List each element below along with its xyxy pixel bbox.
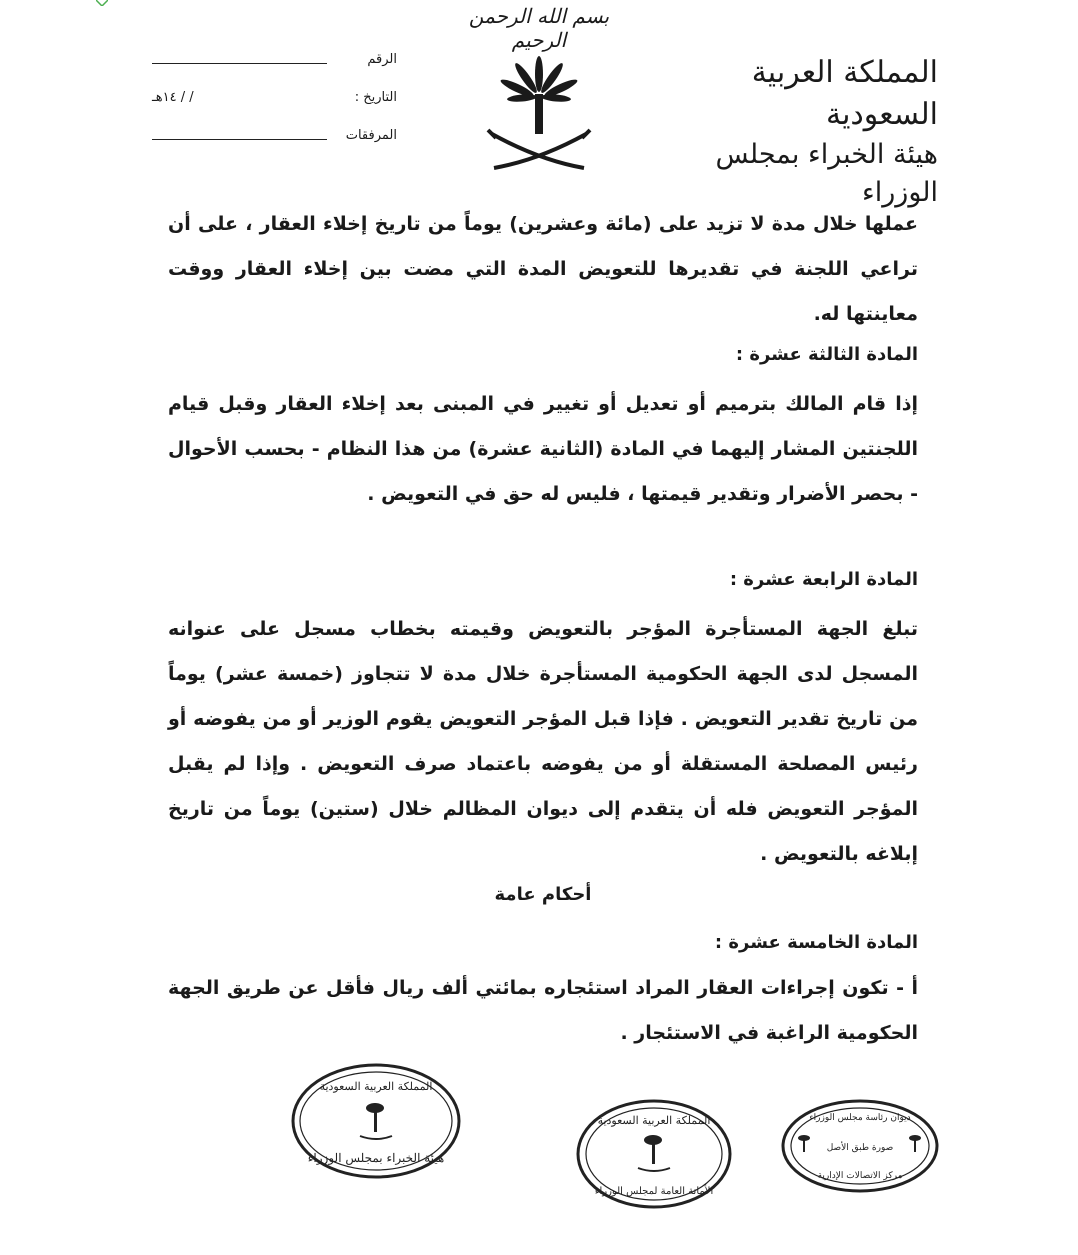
- corner-mark: [96, 0, 108, 6]
- article-15-item-a: أ - تكون إجراءات العقار المراد استئجاره بمائتي ألف ريال فأقل عن طريق الجهة الحكومية الراغبة في الاستئجار .: [168, 977, 918, 1044]
- stamp-middle-top: المملكة العربية السعودية: [597, 1114, 711, 1127]
- basmala: بسم الله الرحمن الرحيم: [468, 4, 610, 52]
- authority-name: هيئة الخبراء بمجلس الوزراء: [715, 139, 938, 208]
- letterhead-title: [638, 52, 938, 212]
- stamp-right-top: ديوان رئاسة مجلس الوزراء: [809, 1113, 911, 1123]
- date-label: التاريخ :: [354, 90, 397, 105]
- stamp-left-bottom: هيئة الخبراء بمجلس الوزراء: [307, 1151, 445, 1165]
- number-label: الرقم: [367, 52, 397, 67]
- stamp-right-center: صورة طبق الأصل: [826, 1143, 894, 1153]
- article-14-title: المادة الرابعة عشرة :: [729, 569, 918, 590]
- secretariat-stamp-icon: [575, 1098, 733, 1210]
- article-15-title: المادة الخامسة عشرة :: [714, 932, 918, 953]
- stamp-middle-bottom: الأمانة العامة لمجلس الوزراء: [594, 1186, 714, 1197]
- stamp-right-bottom: مركز الاتصالات الإدارية: [817, 1171, 903, 1181]
- stamp-left-top: المملكة العربية السعودية: [319, 1080, 433, 1093]
- article-14-text: تبلغ الجهة المستأجرة المؤجر بالتعويض وقيمته بخطاب مسجل على عنوانه المسجل لدى الجهة الحكومية المستأجرة خلال مدة لا تتجاوز (خمسة عشر) يوماً من تاريخ تقدير التعويض . فإذا قبل المؤجر التعويض يقوم الوزير أو من يفوضه أو رئيس المصلحة المستقلة أو من يفوضه باعتماد صرف التعويض . وإذا لم يقبل المؤجر التعويض فله أن يتقدم إلى ديوان المظالم خلال (ستين) يوماً من تاريخ إبلاغه بالتعويض .: [168, 618, 918, 865]
- number-line: [152, 63, 327, 64]
- article-13: [168, 340, 918, 517]
- reference-block: [152, 52, 397, 166]
- kingdom-name: المملكة العربية السعودية: [751, 55, 938, 132]
- continuation-paragraph: عملها خلال مدة لا تزيد على (مائة وعشرين) يوماً من تاريخ إخلاء العقار ، على أن تراعي اللجنة في تقديرها للتعويض المدة التي مضت بين إخلاء العقار ووقت معاينتها له.: [168, 213, 918, 325]
- article-14: [168, 565, 918, 877]
- continuation-block: [168, 202, 918, 337]
- date-value: / / ١٤هـ: [152, 90, 194, 105]
- palm-and-swords-emblem-icon: [484, 52, 594, 172]
- general-provisions: [168, 880, 918, 910]
- number-row: [152, 52, 397, 90]
- authority-stamp-icon: [290, 1062, 462, 1180]
- article-15: [168, 928, 918, 1056]
- attachments-label: المرفقات: [345, 128, 397, 143]
- certified-copy-stamp-icon: [780, 1098, 940, 1194]
- attachments-row: [152, 128, 397, 166]
- general-provisions-title: أحكام عامة: [494, 884, 592, 905]
- article-13-title: المادة الثالثة عشرة :: [735, 344, 918, 365]
- attachments-line: [152, 139, 327, 140]
- article-13-text: إذا قام المالك بترميم أو تعديل أو تغيير في المبنى بعد إخلاء العقار وقبل قيام اللجنتين المشار إليهما في المادة (الثانية عشرة) من هذا النظام - بحسب الأحوال - بحصر الأضرار وتقدير قيمتها ، فليس له حق في التعويض .: [168, 393, 918, 505]
- date-row: [152, 90, 397, 128]
